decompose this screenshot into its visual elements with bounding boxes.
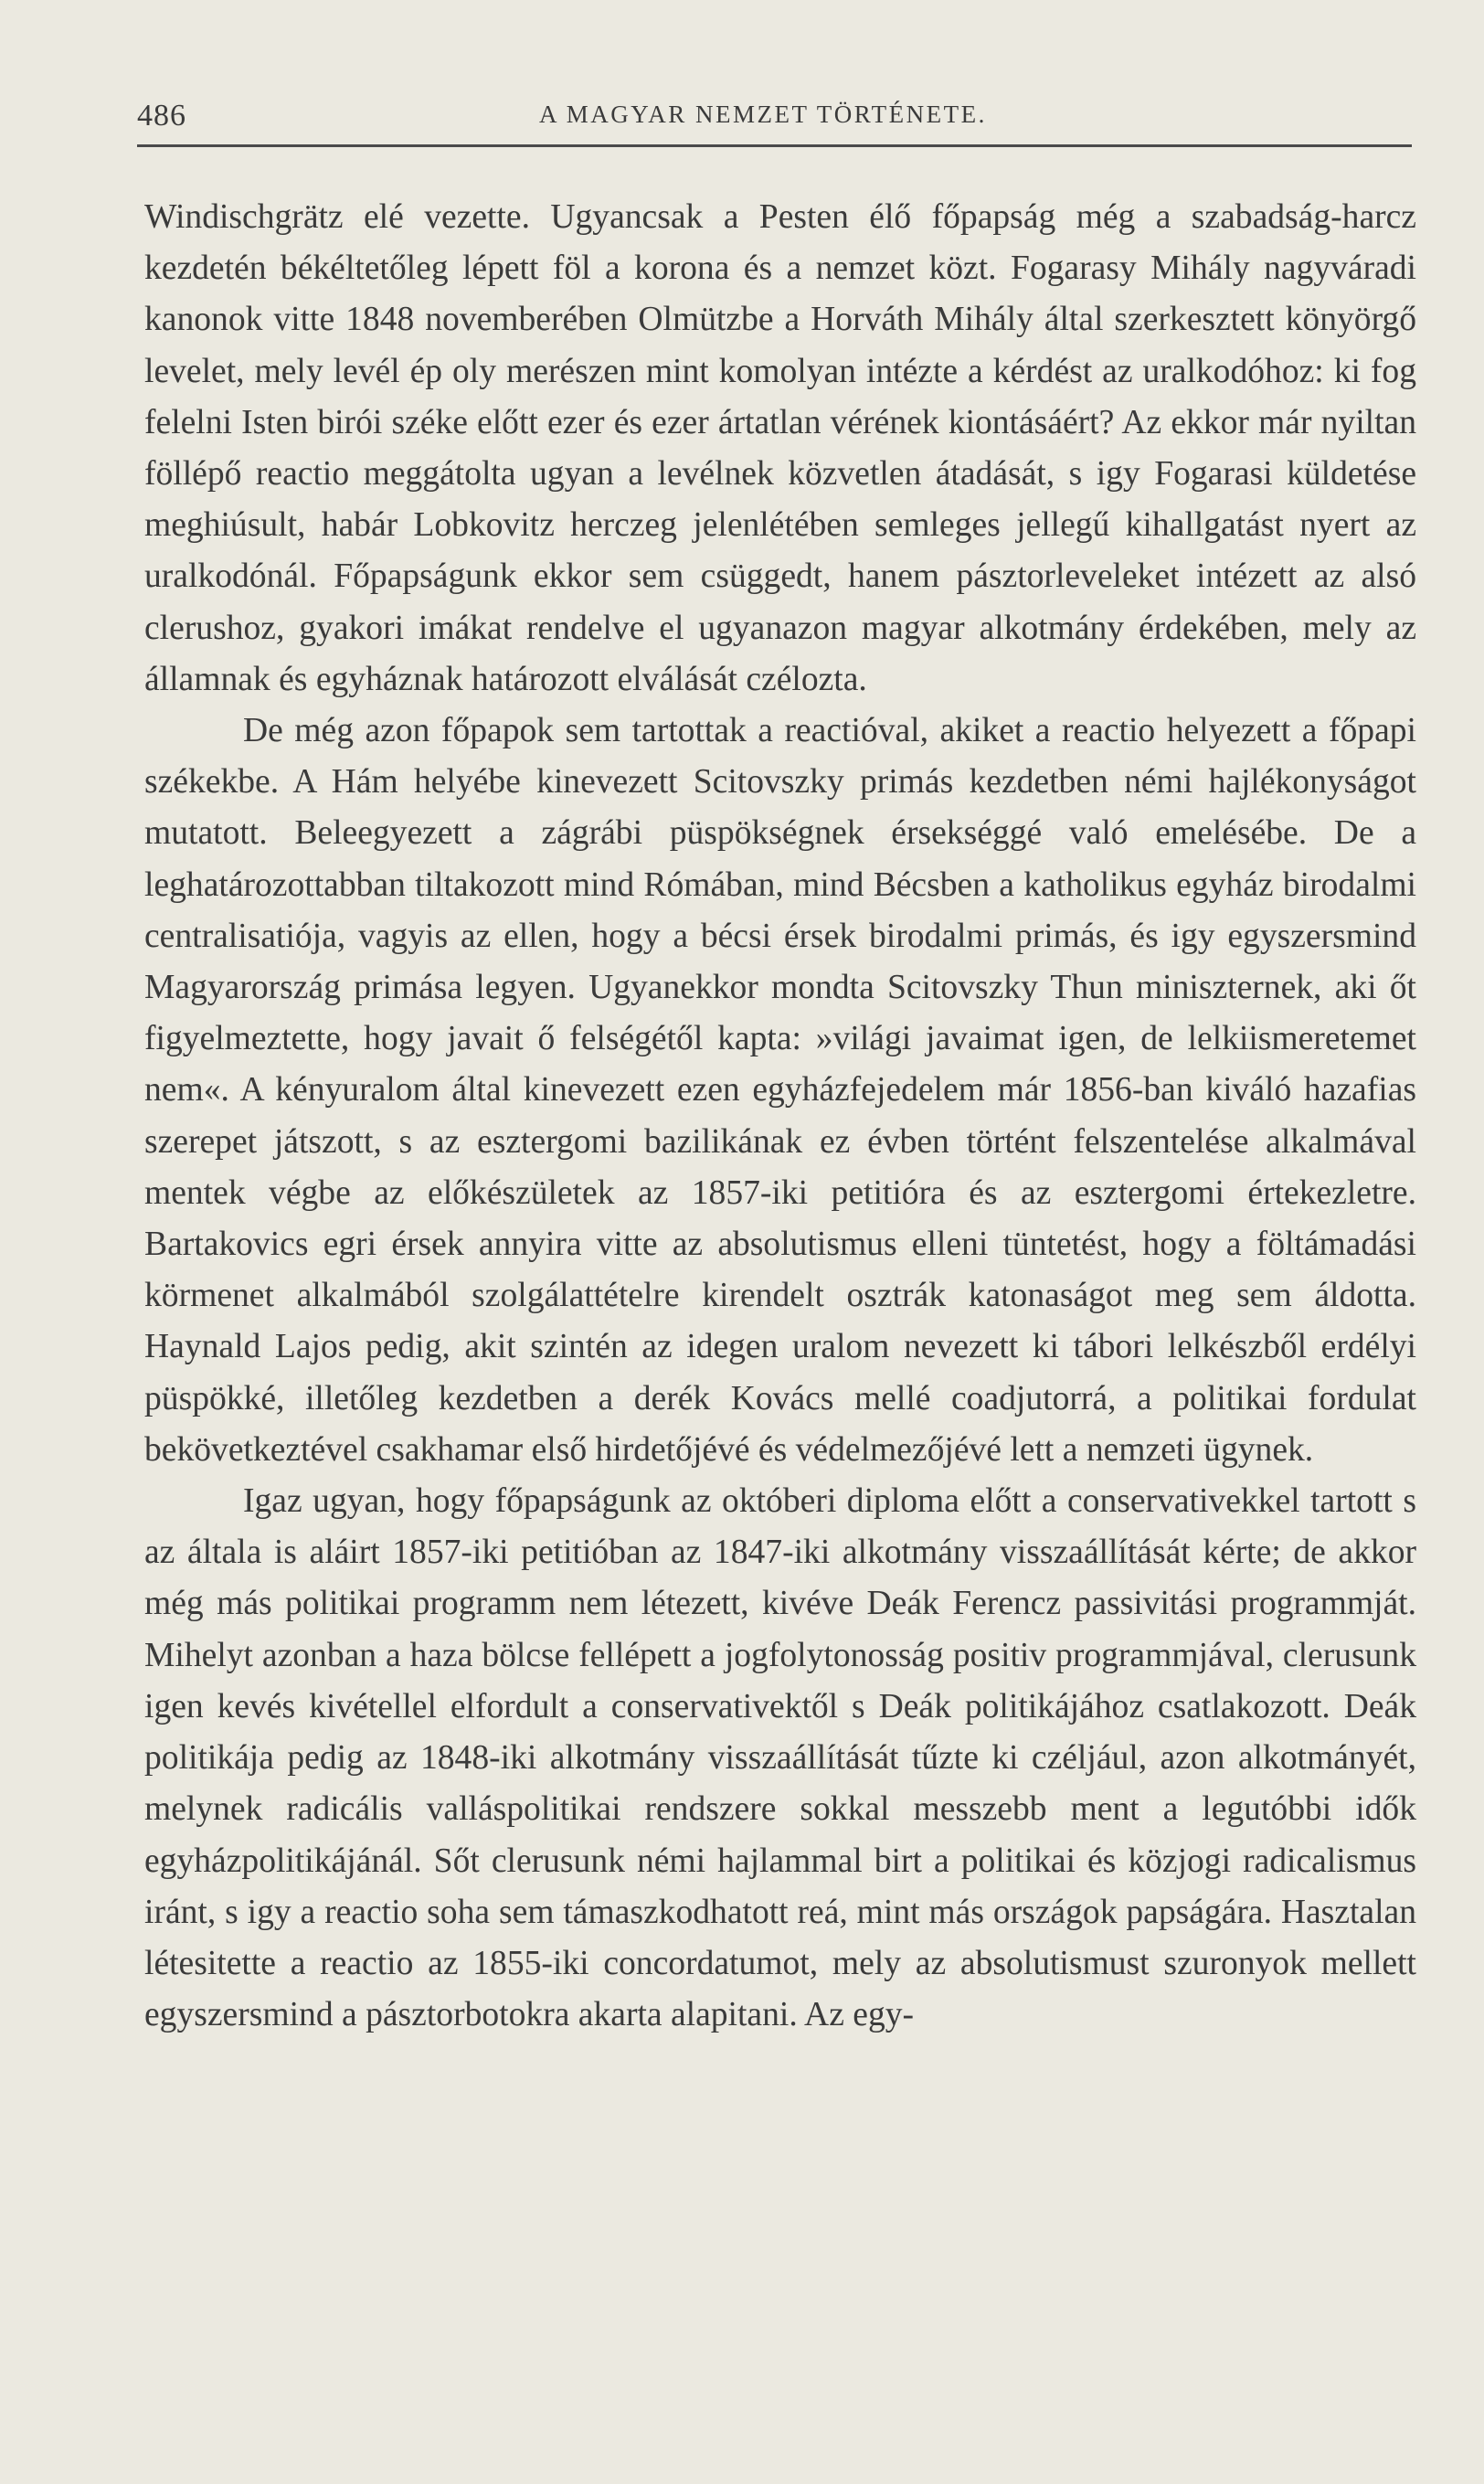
page-number: 486 (137, 99, 186, 133)
running-head (137, 91, 1412, 139)
paragraph-3: Igaz ugyan, hogy főpapságunk az októberi diploma előtt a conservativekkel tartott s az általa is aláirt 1857-iki petitióban az 1847-iki alkotmány visszaállítását kérte; de akkor még más politikai programm nem létezett, kivéve Deák Ferencz passivitási programmját. Mihelyt azonban a haza bölcse fellépett a jogfolytonosság positiv programmjával, clerusunk igen kevés kivétellel elfordult a conservativektől s Deák politikájához csatlakozott. Deák politikája pedig az 1848-iki alkotmány visszaállítását tűzte ki czéljául, azon alkotmányét, melynek radicális valláspolitikai rendszere sokkal messzebb ment a legutóbbi idők egyházpolitikájánál. Sőt clerusunk némi hajlammal birt a politikai és közjogi radicalismus iránt, s igy a reactio soha sem támaszkodhatott reá, mint más országok papságára. Hasztalan létesitette a reactio az 1855-iki concordatumot, mely az absolutismust szuronyok mellett egyszersmind a pásztorbotokra akarta alapitani. Az egy- (144, 1482, 1416, 2034)
paragraph-1: Windischgrätz elé vezette. Ugyancsak a Pesten élő főpapság még a szabadság-harcz kezdetén békéltetőleg lépett föl a korona és a nemzet közt. Fogarasy Mihály nagyváradi kanonok vitte 1848 novemberében Olmützbe a Horváth Mihály által szerkesztett könyörgő levelet, mely levél ép oly merészen mint komolyan intézte a kérdést az uralkodóhoz: ki fog felelni Isten birói széke előtt ezer és ezer ártatlan vérének kiontásáért? Az ekkor már nyiltan föllépő reactio meggátolta ugyan a levélnek közvetlen átadását, s igy Fogarasi küldetése meghiúsult, habár Lobkovitz herczeg jelenlétében semleges jellegű kihallgatást nyert az uralkodónál. Főpapságunk ekkor sem csüggedt, hanem pásztorleveleket intézett az alsó clerushoz, gyakori imákat rendelve el ugyanazon magyar alkotmány érdekében, mely az államnak és egyháznak határozott elválását czélozta. (144, 198, 1416, 698)
header-rule (137, 144, 1412, 147)
paragraph-2: De még azon főpapok sem tartottak a reactióval, akiket a reactio helyezett a főpapi székekbe. A Hám helyébe kinevezett Scitovszky primás kezdetben némi hajlékonyságot mutatott. Beleegyezett a zágrábi püspökségnek érsekséggé való emelésébe. De a leghatározottabban tiltakozott mind Rómában, mind Bécsben a katholikus egyház birodalmi centralisatiója, vagyis az ellen, hogy a bécsi érsek birodalmi primás, és igy egyszersmind Magyarország primása legyen. Ugyanekkor mondta Scitovszky Thun miniszternek, aki őt figyelmeztette, hogy javait ő felségétől kapta: »világi javaimat igen, de lelkiismeretemet nem«. A kényuralom által kinevezett ezen egyházfejedelem már 1856-ban kiváló hazafias szerepet játszott, s az esztergomi bazilikának ez évben történt felszentelése alkalmával mentek végbe az előkészületek az 1857-iki petitióra és az esztergomi értekezletre. Bartakovics egri érsek annyira vitte az absolutismus elleni tüntetést, hogy a föltámadási körmenet alkalmából szolgálattételre kirendelt osztrák katonaságot meg sem áldotta. Haynald Lajos pedig, akit szintén az idegen uralom nevezett ki tábori lelkészből erdélyi püspökké, illetőleg kezdetben a derék Kovács mellé coadjutorrá, a politikai fordulat bekövetkeztével csakhamar első hirdetőjévé és védelmezőjévé lett a nemzeti ügynek. (144, 712, 1416, 1469)
running-title: A MAGYAR NEMZET TÖRTÉNETE. (539, 101, 987, 128)
body-text (144, 192, 1416, 2041)
